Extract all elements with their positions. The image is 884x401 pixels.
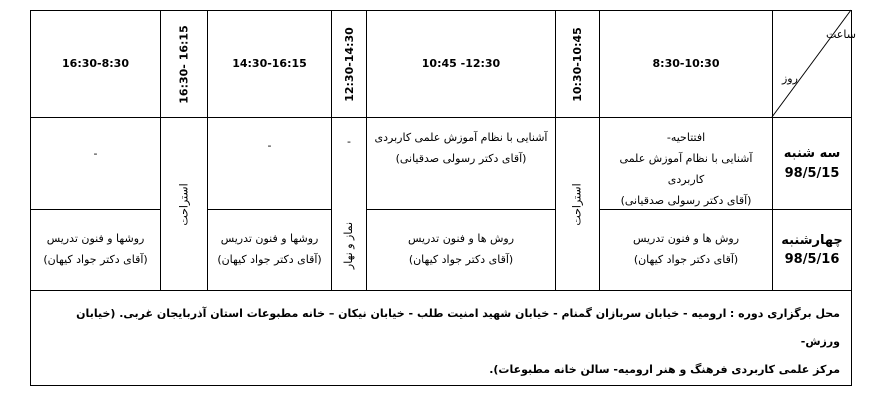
break-rest-afternoon: استراحت [177,182,191,226]
wednesday-slot-3: روش ها و فنون تدریس (آقای دکتر جواد کیهان) [407,232,515,266]
break-rest-morning: استراحت [570,182,584,226]
break-lunch: نماز و نهار [342,221,356,269]
tuesday-slot-3: آشنایی با نظام آموزش علمی کاربردی (آقای دکتر رسولی صدقیانی) [374,131,548,165]
slot-header-6: 16:15 -16:30 [177,24,191,104]
venue-address-2: مرکز علمی کاربردی فرهنگ و هنر ارومیه- سالن خانه مطبوعات). [489,363,840,376]
wednesday-slot-1: روش ها و فنون تدریس (آقای دکتر جواد کیهان) [632,232,740,266]
day-header-label: روز [782,72,798,85]
tuesday-slot-5: - [267,139,272,152]
day-label-tuesday: سه شنبه 98/5/15 [783,146,841,181]
day-label-wednesday: چهارشنبه 98/5/16 [781,232,843,267]
wednesday-slot-5: روشها و فنون تدریس (آقای دکتر جواد کیهان) [217,232,322,266]
wednesday-slot-7: روشها و فنون تدریس (آقای دکتر جواد کیهان) [43,232,148,266]
venue-line-1 [40,300,840,356]
hour-header-label: ساعت [826,28,856,41]
tuesday-slot-1: افتتاحیه- آشنایی با نظام آموزش علمی کاربردی (آقای دکتر رسولی صدقیانی) [619,131,753,207]
slot-header-3: 10:45 -12:30 [421,56,501,70]
tuesday-slot-7: - [93,147,98,160]
venue-info [40,300,840,380]
venue-address-1: ارومیه - خیابان سربازان گمنام - خیابان شهید امنیت طلب - خیابان نیکان – خانه مطبوعات استان آذربایجان غربی. (خیابان ورزش- [76,307,840,348]
slot-header-2: 10:30-10:45 [571,26,584,102]
slot-header-7: 16:30-8:30 [62,56,129,70]
break-lunch-dash: - [347,135,351,148]
slot-header-1: 8:30-10:30 [652,56,720,70]
venue-label: محل برگزاری دوره : [729,307,840,320]
slot-header-5: 14:30-16:15 [232,56,307,70]
slot-header-4: 12:30-14:30 [342,26,356,102]
